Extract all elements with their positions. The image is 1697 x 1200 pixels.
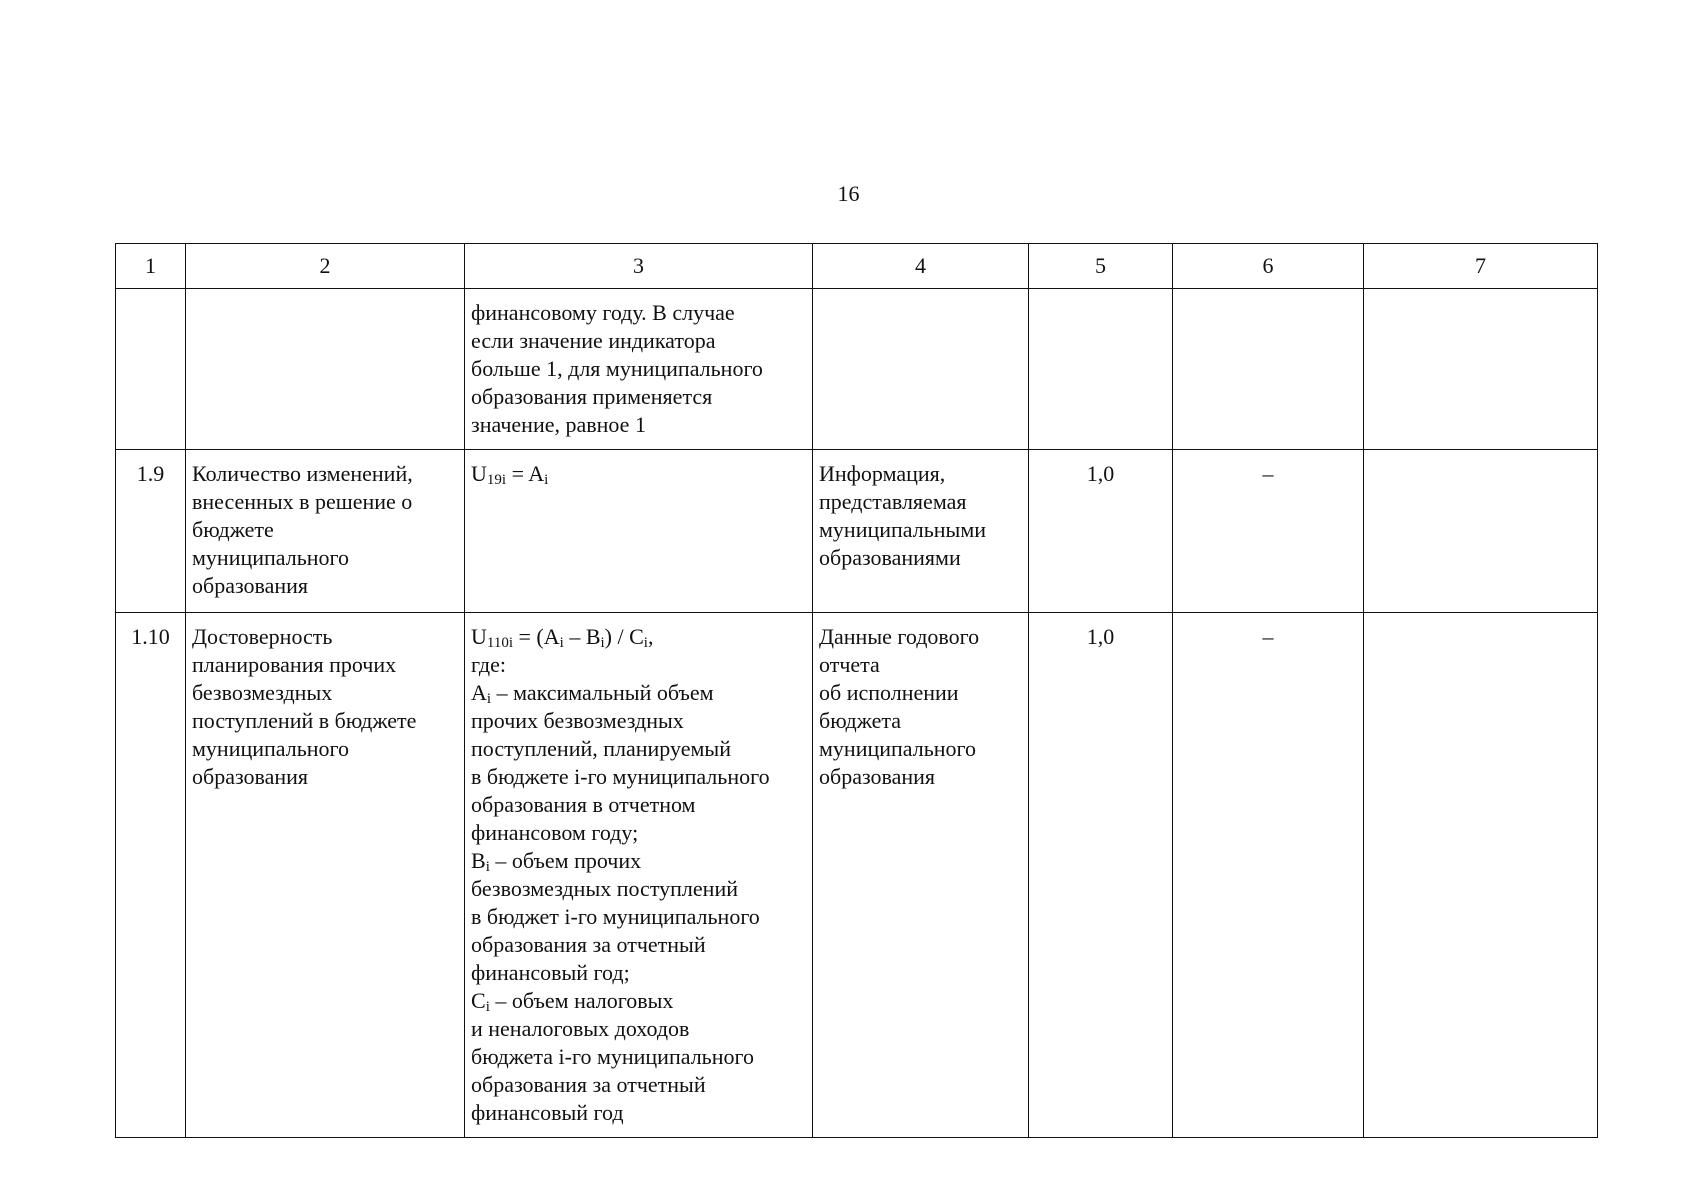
- definition-b: $B_i$ – объем прочих: [471, 848, 642, 875]
- text-line: Данные годового: [819, 624, 980, 649]
- formula: $U_{110i} = (A_i - B_i) / C_i$,: [471, 624, 654, 651]
- formula-where: где:: [471, 652, 506, 677]
- row-number: 1.9: [116, 450, 186, 613]
- weight-value: 1,0: [1029, 450, 1173, 613]
- text-line: бюджета i-го муниципального: [471, 1044, 754, 1069]
- cell-name: [186, 289, 465, 450]
- page-number: 16: [837, 181, 860, 206]
- text-line: образования применяется: [471, 384, 713, 409]
- text-line: планирования прочих: [192, 652, 397, 677]
- text-line: образованиями: [819, 545, 961, 570]
- indicator-name: [186, 450, 465, 613]
- text-line: значение, равное 1: [471, 412, 646, 437]
- text-line: муниципального: [192, 545, 350, 570]
- definition-a: $A_i$ – максимальный объем: [471, 680, 714, 707]
- header-col-3: 3: [465, 244, 813, 289]
- cell-source: [813, 289, 1029, 450]
- text-line: образования: [192, 573, 309, 598]
- text-line: финансовому году. В случае: [471, 300, 735, 325]
- text-line: в бюджете i-го муниципального: [471, 764, 770, 789]
- text-line: финансовом году;: [471, 820, 639, 845]
- col7-value: [1364, 613, 1598, 1138]
- text-line: финансовый год: [471, 1100, 624, 1125]
- col7-value: [1364, 450, 1598, 613]
- table-row-1-10: [116, 613, 1598, 1138]
- text-line: об исполнении: [819, 680, 959, 705]
- data-source: [813, 613, 1029, 1138]
- text-line: образования: [192, 764, 309, 789]
- text-line: Информация,: [819, 461, 946, 486]
- text-line: представляемая: [819, 489, 967, 514]
- col6-value: –: [1173, 450, 1364, 613]
- indicator-table: [115, 243, 1598, 1138]
- text-line: муниципального: [192, 736, 350, 761]
- header-col-1: 1: [116, 244, 186, 289]
- cell-col7: [1364, 289, 1598, 450]
- cell-num: [116, 289, 186, 450]
- header-col-6: 6: [1173, 244, 1364, 289]
- col6-value: –: [1173, 613, 1364, 1138]
- weight-value: 1,0: [1029, 613, 1173, 1138]
- text-line: бюджете: [192, 517, 274, 542]
- text-line: и неналоговых доходов: [471, 1016, 690, 1041]
- text-line: безвозмездных поступлений: [471, 876, 738, 901]
- text-line: поступлений, планируемый: [471, 736, 731, 761]
- cell-formula: [465, 289, 813, 450]
- header-col-4: 4: [813, 244, 1029, 289]
- text-line: Достоверность: [192, 624, 333, 649]
- definition-c: $C_i$ – объем налоговых: [471, 988, 674, 1015]
- text-line: муниципального: [819, 736, 977, 761]
- text-line: поступлений в бюджете: [192, 708, 417, 733]
- indicator-name: [186, 613, 465, 1138]
- formula-cell: [465, 613, 813, 1138]
- cell-col6: [1173, 289, 1364, 450]
- text-line: финансовый год;: [471, 960, 630, 985]
- text-line: внесенных в решение о: [192, 489, 413, 514]
- text-line: образования в отчетном: [471, 792, 696, 817]
- formula-cell: [465, 450, 813, 613]
- table-row-1-9: [116, 450, 1598, 613]
- text-line: образования: [819, 764, 936, 789]
- cell-weight: [1029, 289, 1173, 450]
- text-line: Количество изменений,: [192, 461, 413, 486]
- text-line: муниципальными: [819, 517, 987, 542]
- table-row-continuation: [116, 289, 1598, 450]
- header-col-7: 7: [1364, 244, 1598, 289]
- header-col-2: 2: [186, 244, 465, 289]
- text-line: отчета: [819, 652, 880, 677]
- text-line: безвозмездных: [192, 680, 333, 705]
- table-header-row: [116, 244, 1598, 289]
- text-line: бюджета: [819, 708, 902, 733]
- text-line: образования за отчетный: [471, 932, 706, 957]
- row-number: 1.10: [116, 613, 186, 1138]
- formula: $U_{19i} = A_i$: [471, 461, 549, 488]
- text-line: прочих безвозмездных: [471, 708, 684, 733]
- header-col-5: 5: [1029, 244, 1173, 289]
- text-line: образования за отчетный: [471, 1072, 706, 1097]
- text-line: в бюджет i-го муниципального: [471, 904, 760, 929]
- data-source: [813, 450, 1029, 613]
- text-line: если значение индикатора: [471, 328, 716, 353]
- text-line: больше 1, для муниципального: [471, 356, 763, 381]
